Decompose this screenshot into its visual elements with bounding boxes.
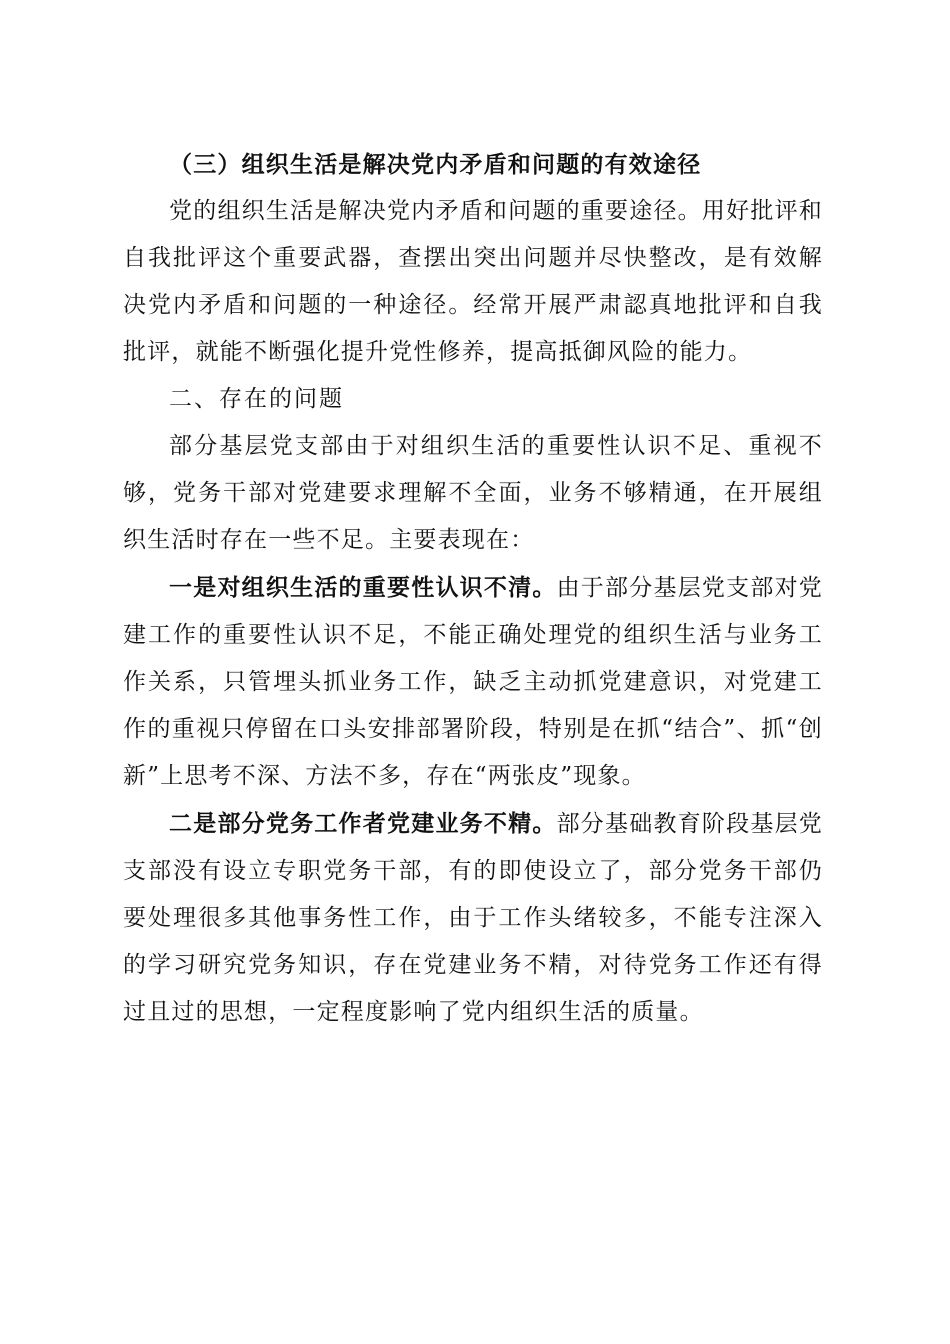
document-page bbox=[123, 141, 823, 1036]
part-2-intro: 部分基层党支部由于对组织生活的重要性认识不足、重视不够，党务干部对党建要求理解不全面，业务不够精通，在开展组织生活时存在一些不足。主要表现在： bbox=[123, 433, 823, 553]
section-3-body: 党的组织生活是解决党内矛盾和问题的重要途径。用好批评和自我批评这个重要武器，查摆出突出问题并尽快整改，是有效解决党内矛盾和问题的一种途径。经常开展严肃認真地批评和自我批评，就能不断强化提升党性修养，提高抵御风险的能力。 bbox=[123, 198, 823, 365]
section-3-heading: （三）组织生活是解决党内矛盾和问题的有效途径 bbox=[169, 151, 702, 178]
problem-2-body: 部分基础教育阶段基层党支部没有设立专职党务干部，有的即使设立了，部分党务干部仍要处理很多其他事务性工作，由于工作头绪较多，不能专注深入的学习研究党务知识，存在党建业务不精，对待党务工作还有得过且过的思想，一定程度影响了党内组织生活的质量。 bbox=[123, 811, 824, 1025]
problem-1-paragraph bbox=[123, 564, 823, 800]
problem-1-body: 由于部分基层党支部对党建工作的重要性认识不足，不能正确处理党的组织生活与业务工作关系，只管埋头抓业务工作，缺乏主动抓党建意识，对党建工作的重视只停留在口头安排部署阶段，特别是在抓“结合”、抓“创新”上思考不深、方法不多，存在“两张皮”现象。 bbox=[123, 575, 824, 789]
problem-2-paragraph bbox=[123, 800, 823, 1036]
problem-2-lead: 二是部分党务工作者党建业务不精。 bbox=[169, 810, 557, 837]
problem-1-lead: 一是对组织生活的重要性认识不清。 bbox=[169, 574, 557, 601]
part-2-heading: 二、存在的问题 bbox=[169, 386, 344, 412]
